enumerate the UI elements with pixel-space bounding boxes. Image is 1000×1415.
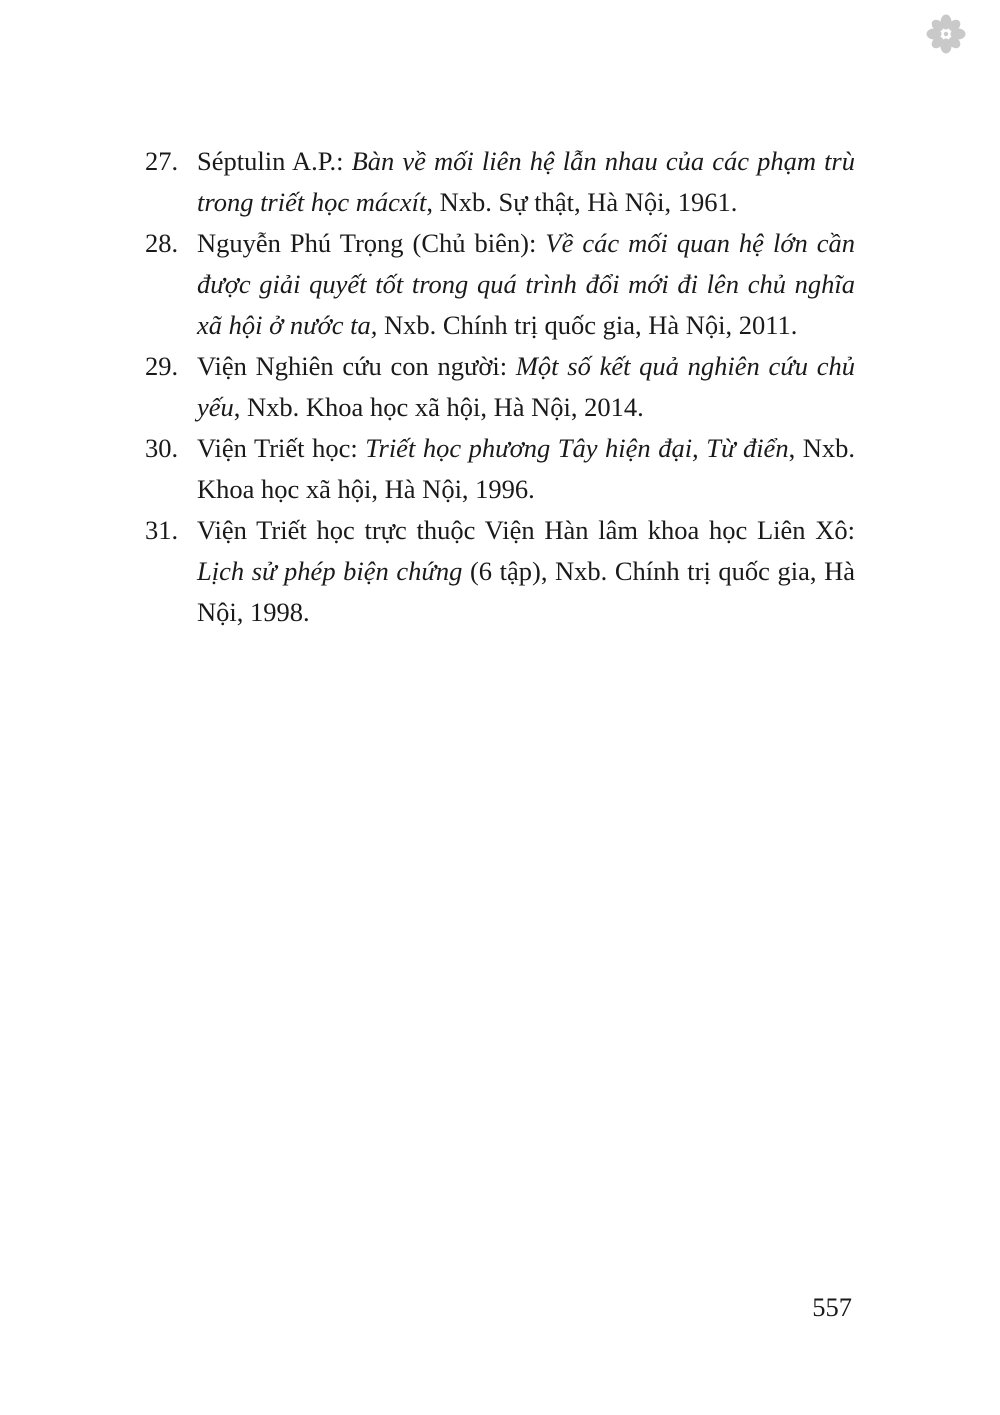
reference-text — [197, 428, 855, 510]
reference-author: Nguyễn Phú Trọng (Chủ biên): — [197, 228, 546, 258]
reference-author: Séptulin A.P.: — [197, 146, 352, 176]
reference-text — [197, 510, 855, 633]
reference-list — [145, 141, 855, 633]
reference-title: Một số kết quả nghiên cứu chủ yếu — [197, 351, 855, 422]
reference-author: Viện Triết học: — [197, 433, 366, 463]
reference-item-28 — [145, 223, 855, 346]
reference-publication: , Nxb. Khoa học xã hội, Hà Nội, 2014. — [233, 392, 644, 422]
reference-author: Viện Nghiên cứu con người: — [197, 351, 516, 381]
page-number: 557 — [812, 1292, 852, 1322]
reference-title: Lịch sử phép biện chứng — [197, 556, 463, 586]
reference-item-27 — [145, 141, 855, 223]
reference-item-29 — [145, 346, 855, 428]
reference-number: 27. — [145, 146, 179, 176]
reference-item-31 — [145, 510, 855, 633]
reference-text — [197, 223, 855, 346]
reference-publication: , Nxb. Khoa học xã hội, Hà Nội, 1996. — [197, 433, 855, 504]
reference-number: 31. — [145, 515, 179, 545]
reference-item-30 — [145, 428, 855, 510]
reference-publication: Nxb. Chính trị quốc gia, Hà Nội, 2011. — [377, 310, 798, 340]
reference-title: Triết học phương Tây hiện đại, Từ điển — [365, 433, 789, 463]
reference-number: 30. — [145, 433, 179, 463]
reference-publication: (6 tập), Nxb. Chính trị quốc gia, Hà Nội, 1998. — [197, 556, 855, 627]
reference-text — [197, 346, 855, 428]
reference-title: Bàn về mối liên hệ lẫn nhau của các phạm trù trong triết học mácxít — [197, 146, 855, 217]
reference-author: Viện Triết học trực thuộc Viện Hàn lâm khoa học Liên Xô: — [197, 515, 855, 545]
flower-ornament-icon — [926, 14, 966, 54]
reference-number: 28. — [145, 228, 179, 258]
reference-number: 29. — [145, 351, 179, 381]
reference-title: Về các mối quan hệ lớn cần được giải quyết tốt trong quá trình đổi mới đi lên chủ nghĩa xã hội ở nước ta, — [197, 228, 855, 340]
reference-text — [197, 141, 855, 223]
reference-publication: , Nxb. Sự thật, Hà Nội, 1961. — [426, 187, 738, 217]
